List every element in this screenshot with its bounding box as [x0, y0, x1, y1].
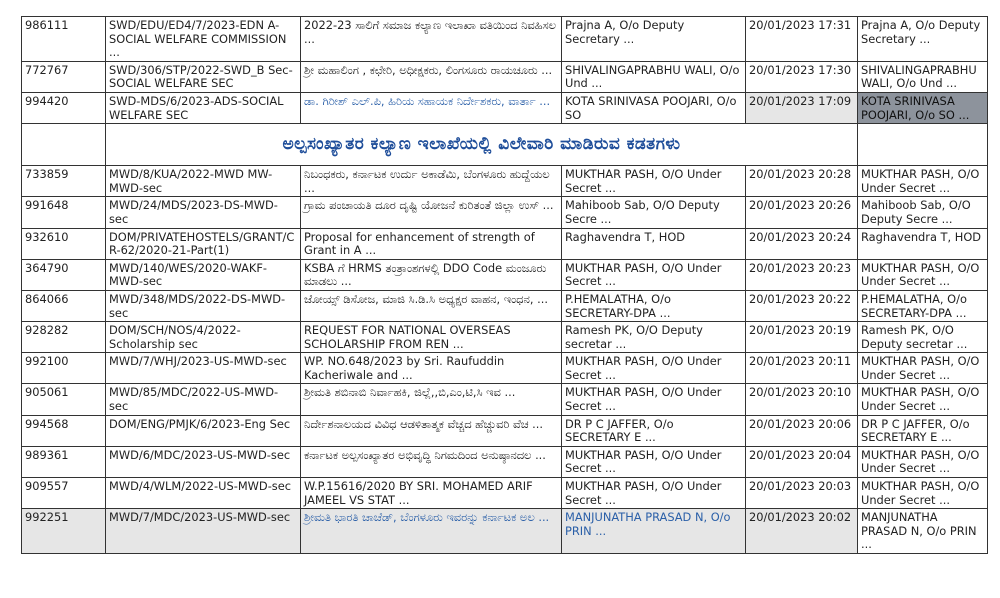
file-number: DOM/ENG/PMJK/6/2023-Eng Sec: [106, 415, 301, 446]
sent-to: MUKTHAR PASH, O/O Under Secret ...: [858, 166, 988, 197]
date-time: 20/01/2023 20:26: [746, 197, 858, 228]
file-subject: ಕರ್ನಾಟಕ ಅಲ್ಪಸಂಖ್ಯಾತರ ಅಭಿವೃದ್ಧಿ ನಿಗಮದಿಂದ ಅನುಷ್ಠಾನದಲ ...: [301, 446, 562, 477]
sent-from: Raghavendra T, HOD: [562, 228, 746, 259]
file-id: 994420: [22, 92, 106, 123]
date-time: 20/01/2023 17:30: [746, 61, 858, 92]
sent-from: DR P C JAFFER, O/o SECRETARY E ...: [562, 415, 746, 446]
file-number: SWD/EDU/ED4/7/2023-EDN A-SOCIAL WELFARE COMMISSION ...: [106, 17, 301, 62]
file-id: 864066: [22, 290, 106, 321]
file-id: 992100: [22, 353, 106, 384]
sent-from: Mahiboob Sab, O/O Deputy Secre ...: [562, 197, 746, 228]
file-subject: REQUEST FOR NATIONAL OVERSEAS SCHOLARSHIP FROM REN ...: [301, 322, 562, 353]
sent-from: Prajna A, O/o Deputy Secretary ...: [562, 17, 746, 62]
file-subject: KSBA ಗೆ HRMS ತಂತ್ರಾಂಶಗಳಲ್ಲಿ DDO Code ಮಂಜೂರು ಮಾಡಲು ...: [301, 259, 562, 290]
table-row: [22, 166, 988, 197]
blank-cell: [22, 124, 106, 166]
file-id: 991648: [22, 197, 106, 228]
date-time: 20/01/2023 20:22: [746, 290, 858, 321]
table-row: [22, 322, 988, 353]
date-time: 20/01/2023 20:23: [746, 259, 858, 290]
file-number: MWD/85/MDC/2022-US-MWD-sec: [106, 384, 301, 415]
file-subject: ಗ್ರಾಮ ಪಂಚಾಯತಿ ದೂರ ದೃಷ್ಟಿ ಯೋಜನೆ ಕುರಿತಂತೆ ಜಿಲ್ಲಾ ಉಸ್ ...: [301, 197, 562, 228]
sent-to: SHIVALINGAPRABHU WALI, O/o Und ...: [858, 61, 988, 92]
file-number: MWD/24/MDS/2023-DS-MWD-sec: [106, 197, 301, 228]
date-time: 20/01/2023 20:19: [746, 322, 858, 353]
table-row: [22, 17, 988, 62]
file-number: DOM/SCH/NOS/4/2022-Scholarship sec: [106, 322, 301, 353]
file-number: MWD/140/WES/2020-WAKF-MWD-sec: [106, 259, 301, 290]
date-time: 20/01/2023 20:10: [746, 384, 858, 415]
table-row: [22, 384, 988, 415]
table-row: [22, 228, 988, 259]
sent-from: MUKTHAR PASH, O/O Under Secret ...: [562, 384, 746, 415]
table-row: [22, 353, 988, 384]
date-time: 20/01/2023 20:02: [746, 509, 858, 554]
file-number: MWD/8/KUA/2022-MWD MW-MWD-sec: [106, 166, 301, 197]
sent-to: MUKTHAR PASH, O/O Under Secret ...: [858, 353, 988, 384]
sent-from-link[interactable]: MANJUNATHA PRASAD N, O/o PRIN ...: [562, 509, 746, 554]
file-subject: Proposal for enhancement of strength of Grant in A ...: [301, 228, 562, 259]
file-subject: ಜೋಯ್ಸ್ ಡಿಸೋಜ, ಮಾಜಿ ಸಿ.ಡಿ.ಸಿ ಅಧ್ಯಕ್ಷರ ವಾಹನ, ಇಂಧನ, ...: [301, 290, 562, 321]
sent-from: KOTA SRINIVASA POOJARI, O/o SO: [562, 92, 746, 123]
table-row: [22, 415, 988, 446]
sent-to: MUKTHAR PASH, O/O Under Secret ...: [858, 478, 988, 509]
file-subject: W.P.15616/2020 BY SRI. MOHAMED ARIF JAMEEL VS STAT ...: [301, 478, 562, 509]
sent-to: Ramesh PK, O/O Deputy secretar ...: [858, 322, 988, 353]
file-id: 772767: [22, 61, 106, 92]
file-number: MWD/4/WLM/2022-US-MWD-sec: [106, 478, 301, 509]
table-row: [22, 290, 988, 321]
file-number: SWD/306/STP/2022-SWD_B Sec-SOCIAL WELFARE SEC: [106, 61, 301, 92]
file-subject-link[interactable]: ಶ್ರೀಮತಿ ಭಾರತಿ ಚಾಚೆಡ್, ಬೆಂಗಳೂರು ಇವರನ್ನು ಕರ್ನಾಟಕ ಅಲ ...: [301, 509, 562, 554]
section-header-row: [22, 124, 988, 166]
sent-from: MUKTHAR PASH, O/O Under Secret ...: [562, 353, 746, 384]
file-subject: ನಿರ್ದೇಶನಾಲಯದ ವಿವಿಧ ಆಡಳಿತಾತ್ಮಕ ವೆಚ್ಚದ ಹೆಚ್ಚುವರಿ ವೆಚ ...: [301, 415, 562, 446]
date-time: 20/01/2023 20:11: [746, 353, 858, 384]
file-number: MWD/7/WHJ/2023-US-MWD-sec: [106, 353, 301, 384]
blank-cell: [858, 124, 988, 166]
sent-to-selected[interactable]: KOTA SRINIVASA POOJARI, O/o SO ...: [858, 92, 988, 123]
sent-to: Raghavendra T, HOD: [858, 228, 988, 259]
file-disposal-table: [21, 16, 988, 554]
file-id: 909557: [22, 478, 106, 509]
file-subject-link[interactable]: ಡಾ. ಗಿರೀಶ್ ಎಲ್.ಪಿ, ಹಿರಿಯ ಸಹಾಯಕ ನಿರ್ದೇಶಕರು, ವಾರ್ತಾ ...: [301, 92, 562, 123]
file-number: DOM/PRIVATEHOSTELS/GRANT/CR-62/2020-21-Part(1): [106, 228, 301, 259]
sent-to: DR P C JAFFER, O/o SECRETARY E ...: [858, 415, 988, 446]
file-subject: ನಿಬಂಧಕರು, ಕರ್ನಾಟಕ ಉರ್ದು ಅಕಾಡೆಮಿ, ಬೆಂಗಳೂರು ಹುದ್ದೆಯಲ ...: [301, 166, 562, 197]
file-id: 733859: [22, 166, 106, 197]
sent-to: MUKTHAR PASH, O/O Under Secret ...: [858, 384, 988, 415]
file-id: 986111: [22, 17, 106, 62]
date-time: 20/01/2023 20:24: [746, 228, 858, 259]
sent-from: MUKTHAR PASH, O/O Under Secret ...: [562, 166, 746, 197]
file-id: 905061: [22, 384, 106, 415]
table-row-highlighted: [22, 509, 988, 554]
file-number: MWD/6/MDC/2023-US-MWD-sec: [106, 446, 301, 477]
table-row: [22, 446, 988, 477]
sent-from: SHIVALINGAPRABHU WALI, O/o Und ...: [562, 61, 746, 92]
file-id: 932610: [22, 228, 106, 259]
date-time: 20/01/2023 20:28: [746, 166, 858, 197]
date-time: 20/01/2023 17:31: [746, 17, 858, 62]
file-number: SWD-MDS/6/2023-ADS-SOCIAL WELFARE SEC: [106, 92, 301, 123]
file-number: MWD/348/MDS/2022-DS-MWD-sec: [106, 290, 301, 321]
table-row: [22, 259, 988, 290]
file-subject: 2022-23 ಸಾಲಿಗೆ ಸಮಾಜ ಕಲ್ಯಾಣ ಇಲಾಖಾ ವತಿಯಿಂದ ನಿವಹಿಸಲ ...: [301, 17, 562, 62]
file-number: MWD/7/MDC/2023-US-MWD-sec: [106, 509, 301, 554]
file-id: 928282: [22, 322, 106, 353]
sent-to: Mahiboob Sab, O/O Deputy Secre ...: [858, 197, 988, 228]
table-row: [22, 92, 988, 123]
sent-from: Ramesh PK, O/O Deputy secretar ...: [562, 322, 746, 353]
file-subject: WP. NO.648/2023 by Sri. Raufuddin Kacheriwale and ...: [301, 353, 562, 384]
file-id: 992251: [22, 509, 106, 554]
sent-to: MANJUNATHA PRASAD N, O/o PRIN ...: [858, 509, 988, 554]
sent-to: MUKTHAR PASH, O/O Under Secret ...: [858, 446, 988, 477]
date-time: 20/01/2023 17:09: [746, 92, 858, 123]
table-row: [22, 478, 988, 509]
date-time: 20/01/2023 20:06: [746, 415, 858, 446]
table-row: [22, 61, 988, 92]
sent-from: P.HEMALATHA, O/o SECRETARY-DPA ...: [562, 290, 746, 321]
file-subject: ಶ್ರೀಮತಿ ಶಬಿನಾಬಿ ನಿರ್ವಾಹಕಿ, ಜಿಲ್ಲೆ,,ಬಿ,ಎಂ,ಟಿ,ಸಿ ಇವ ...: [301, 384, 562, 415]
date-time: 20/01/2023 20:03: [746, 478, 858, 509]
sent-to: MUKTHAR PASH, O/O Under Secret ...: [858, 259, 988, 290]
file-id: 994568: [22, 415, 106, 446]
file-id: 364790: [22, 259, 106, 290]
section-title: ಅಲ್ಪಸಂಖ್ಯಾತರ ಕಲ್ಯಾಣ ಇಲಾಖೆಯಲ್ಲಿ ವಿಲೇವಾರಿ ಮಾಡಿರುವ ಕಡತಗಳು: [106, 124, 858, 166]
sent-from: MUKTHAR PASH, O/O Under Secret ...: [562, 478, 746, 509]
sent-from: MUKTHAR PASH, O/O Under Secret ...: [562, 446, 746, 477]
sent-to: P.HEMALATHA, O/o SECRETARY-DPA ...: [858, 290, 988, 321]
file-id: 989361: [22, 446, 106, 477]
sent-to: Prajna A, O/o Deputy Secretary ...: [858, 17, 988, 62]
date-time: 20/01/2023 20:04: [746, 446, 858, 477]
table-row: [22, 197, 988, 228]
file-subject: ಶ್ರೀ ಮಹಾಲಿಂಗ , ಕಛೇರಿ, ಅಧೀಕ್ಷಕರು, ಲಿಂಗಸೂರು ರಾಯಚೂರು ...: [301, 61, 562, 92]
sent-from: MUKTHAR PASH, O/O Under Secret ...: [562, 259, 746, 290]
